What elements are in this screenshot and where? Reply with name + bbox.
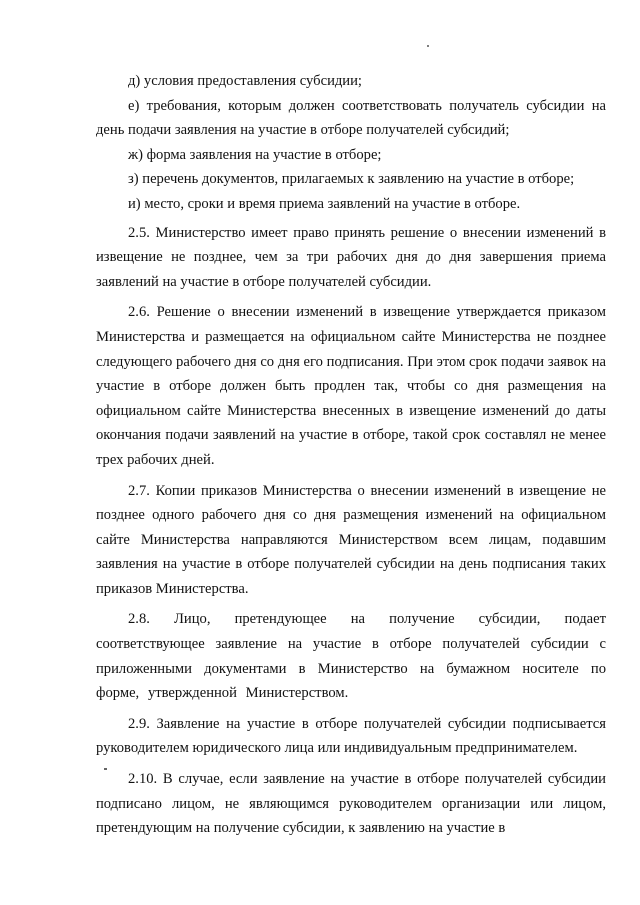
list-item-zh: ж) форма заявления на участие в отборе;	[128, 146, 382, 163]
document-body	[96, 69, 606, 841]
paragraph-2-6: 2.6. Решение о внесении изменений в извещение утверждается приказом Министерства и размещается на официальном сайте Министерства не позднее следующего рабочего дня со дня его подписания. При этом срок подачи заявок на участие в отборе должен быть продлен так, чтобы со дня размещения на официальном сайте Министерства внесенных в извещение изменений до даты окончания подачи заявлений на участие в отборе, такой срок составлял не менее трех рабочих дней.	[96, 304, 606, 468]
scan-mark	[104, 768, 107, 770]
list-item-d: д) условия предоставления субсидии;	[128, 73, 362, 89]
scan-speck	[427, 45, 429, 47]
list-item-i: и) место, сроки и время приема заявлений на участие в отборе.	[128, 195, 521, 212]
paragraph-2-8: 2.8. Лицо, претендующее на получение субсидии, подает соответствующее заявление на участие в отборе получателей субсидии с приложенными документами в Министерство на бумажном носителе по форме, утвержденной Министерством.	[96, 611, 606, 702]
paragraph-2-9: 2.9. Заявление на участие в отборе получателей субсидии подписывается руководителем юридического лица или индивидуальным предпринимателем.	[96, 715, 606, 757]
list-item-z: з) перечень документов, прилагаемых к заявлению на участие в отборе;	[128, 171, 575, 188]
list-item-e: е) требования, которым должен соответствовать получатель субсидии на день подачи заявления на участие в отборе получателей субсидий;	[96, 97, 606, 139]
paragraph-2-7: 2.7. Копии приказов Министерства о внесении изменений в извещение не позднее одного рабочего дня со дня размещения изменений на официальном сайте Министерства направляются Министерством всем лицам, подавшим заявления на участие в отборе получателей субсидии на день подписания таких приказов Министерства.	[96, 482, 606, 597]
paragraph-2-5: 2.5. Министерство имеет право принять решение о внесении изменений в извещение не позднее, чем за три рабочих дня до дня завершения приема заявлений на участие в отборе получателей субсидии.	[96, 224, 606, 290]
paragraph-2-10: 2.10. В случае, если заявление на участие в отборе получателей субсидии подписано лицом, не являющимся руководителем организации или лицом, претендующим на получение субсидии, к заявлению на участие в	[96, 771, 606, 837]
